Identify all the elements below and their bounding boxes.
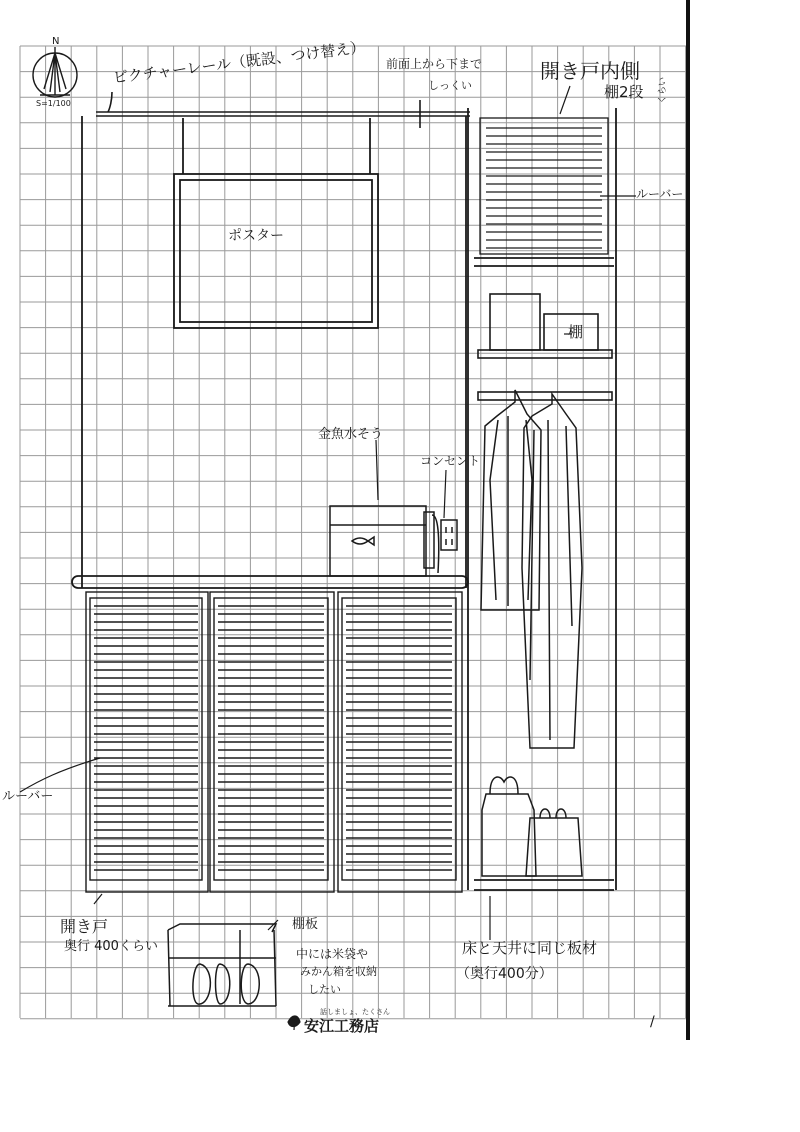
wall-outline bbox=[82, 116, 466, 588]
aquarium bbox=[330, 506, 439, 576]
compass-scale-label: S=1/100 bbox=[36, 99, 71, 108]
shelf-two-label: 棚2段 bbox=[604, 83, 644, 101]
shelf-two-sub-label: くらい bbox=[658, 76, 668, 104]
hinged-door-depth-label: 奥行 400くらい bbox=[64, 939, 158, 954]
company-tagline: 話しましょ、たくさん bbox=[320, 1008, 390, 1016]
company-name: 安江工務店 bbox=[304, 1017, 380, 1035]
shelf-board-label: 棚板 bbox=[292, 917, 319, 932]
louver-cabinet-doors bbox=[86, 592, 462, 892]
hinged-door-label: 開き戸 bbox=[60, 917, 109, 936]
upper-louver-panel bbox=[480, 118, 608, 254]
shelf-label: 棚 bbox=[568, 323, 584, 341]
poster-label: ポスター bbox=[228, 228, 284, 244]
top-note-1: 前面上から下まで bbox=[386, 57, 483, 71]
closet-shelf bbox=[478, 294, 612, 400]
outlet bbox=[441, 520, 457, 550]
outlet-label: コンセント bbox=[420, 454, 481, 468]
picture-rail-label: ピクチャーレール（既設、つけ替え） bbox=[111, 38, 367, 87]
goldfish-label: 金魚水そう bbox=[318, 427, 384, 442]
floor-note-1: 床と天井に同じ板材 bbox=[462, 939, 598, 957]
bags-note-2: みかん箱を収納 bbox=[300, 965, 377, 978]
louver-right-label: ルーバー bbox=[636, 187, 684, 201]
bags-note-3: したい bbox=[308, 983, 341, 996]
door-inside-label: 開き戸内側 bbox=[540, 59, 640, 83]
company-logo-icon bbox=[288, 1016, 300, 1030]
counter-top bbox=[72, 576, 468, 588]
floor-note-2: （奥行400分） bbox=[456, 966, 553, 982]
compass-north-label: N bbox=[52, 36, 60, 47]
page-mark: / bbox=[650, 1014, 655, 1030]
top-note-2: しっくい bbox=[428, 79, 472, 92]
louver-left-label: ルーバー bbox=[2, 789, 54, 804]
bags-note-1: 中には米袋や bbox=[296, 947, 369, 961]
